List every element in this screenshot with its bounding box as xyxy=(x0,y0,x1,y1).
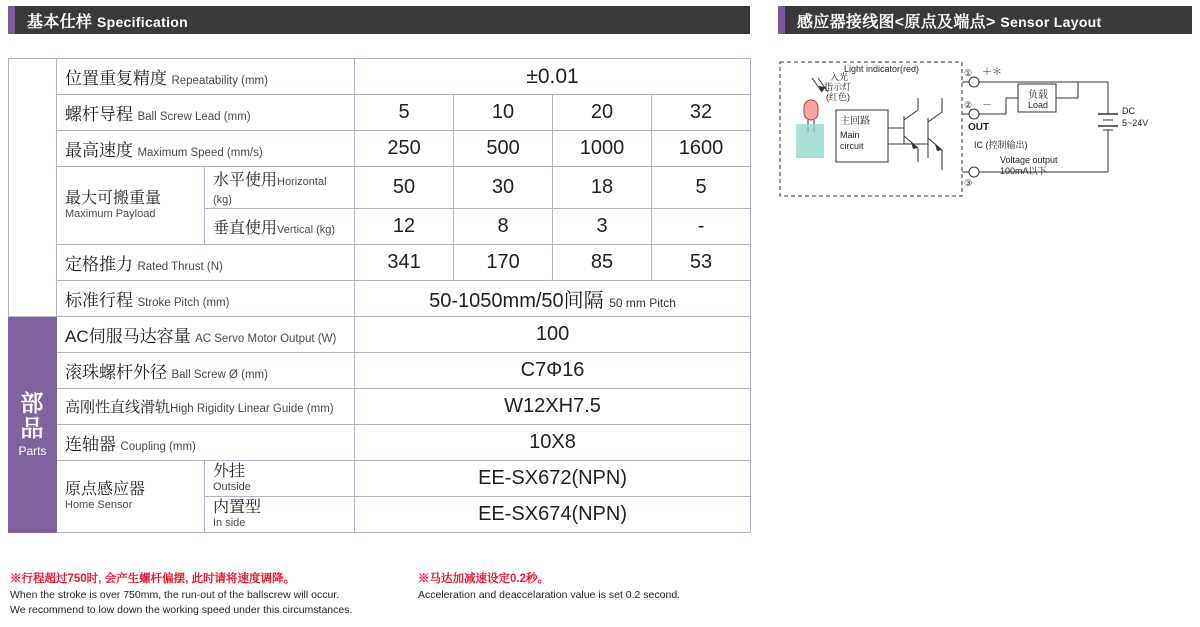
row-label-lead xyxy=(57,95,355,131)
row-label-lead-en: Ball Screw Lead (mm) xyxy=(137,111,251,123)
value-payload-h-1: 30 xyxy=(454,167,553,209)
label-load-cn: 负载 xyxy=(1028,90,1048,101)
header-accent-bar xyxy=(8,6,15,34)
row-label-payload xyxy=(57,167,205,245)
sensor-wiring-diagram xyxy=(778,58,1192,206)
sensor-layout-header-en: Sensor Layout xyxy=(1000,13,1102,30)
value-stroke-sub: 50 mm Pitch xyxy=(609,296,676,310)
table-row xyxy=(9,461,751,497)
value-payload-v-0: 12 xyxy=(355,209,454,245)
footnote-1-en-line-2: We recommend to low down the working speed under this circumstances. xyxy=(10,603,353,616)
row-label-ballscrew-en: Ball Screw Ø (mm) xyxy=(171,369,268,381)
label-voltage-output-value: 100mA以下 xyxy=(1000,166,1047,176)
label-light-indicator: Light indicator(red) xyxy=(844,64,920,74)
label-pin-1: ① xyxy=(964,68,973,78)
row-label-home-sensor xyxy=(57,461,205,533)
table-row xyxy=(9,317,751,353)
sidebar-parts-cn: 部品 xyxy=(20,389,45,441)
specification-header xyxy=(8,6,750,34)
value-thrust-3: 53 xyxy=(652,245,751,281)
row-label-guide-cn: 高刚性直线滑轨 xyxy=(65,399,171,416)
value-home-sensor-outside: EE-SX672(NPN) xyxy=(355,461,751,497)
table-row xyxy=(9,167,751,209)
label-terminal-plus: ＋ xyxy=(982,67,992,78)
row-label-lead-cn: 螺杆导程 xyxy=(65,105,133,124)
row-label-home-sensor-inside-cn: 内置型 xyxy=(213,499,262,517)
row-label-home-sensor-outside-cn: 外挂 xyxy=(213,463,246,481)
row-label-thrust-cn: 定格推力 xyxy=(65,255,133,274)
table-row xyxy=(9,281,751,317)
value-payload-v-3: - xyxy=(652,209,751,245)
label-ic-control-output: IC (控制输出) xyxy=(974,140,1028,150)
row-label-payload-vertical-en: Vertical (kg) xyxy=(277,224,336,236)
row-label-thrust-en: Rated Thrust (N) xyxy=(137,261,223,273)
label-main-circuit-cn: 主回路 xyxy=(840,116,870,127)
sensor-layout-header-text xyxy=(785,9,1102,32)
row-label-guide-en: High Rigidity Linear Guide (mm) xyxy=(170,403,334,415)
label-load-en: Load xyxy=(1028,100,1049,110)
specification-header-en: Specification xyxy=(96,13,188,30)
row-label-coupling-en: Coupling (mm) xyxy=(120,441,196,453)
sidebar-spec-cn: 规格 xyxy=(20,152,45,204)
value-lead-3: 32 xyxy=(652,95,751,131)
value-max-speed-0: 250 xyxy=(355,131,454,167)
sidebar-spec-en: Spec xyxy=(18,207,47,222)
row-label-payload-vertical-cn: 垂直使用 xyxy=(213,220,278,237)
specification-header-cn: 基本仕样 xyxy=(27,13,93,31)
value-thrust-2: 85 xyxy=(553,245,652,281)
value-max-speed-3: 1600 xyxy=(652,131,751,167)
table-row xyxy=(9,59,751,95)
label-dc: DC xyxy=(1122,106,1135,116)
row-label-max-speed xyxy=(57,131,355,167)
row-label-home-sensor-inside-en: In side xyxy=(213,516,246,529)
sensor-layout-header xyxy=(778,6,1192,34)
row-label-repeatability xyxy=(57,59,355,95)
row-label-payload-vertical xyxy=(205,209,355,245)
footnote-1-cn: ※行程超过750时, 会产生螺杆偏摆, 此时请将速度调降。 xyxy=(10,573,295,585)
row-label-thrust xyxy=(57,245,355,281)
footnote-1-en-line-1: When the stroke is over 750mm, the run-out of the ballscrew will occur. xyxy=(10,588,340,601)
value-home-sensor-inside: EE-SX674(NPN) xyxy=(355,497,751,533)
label-pin-3: ③ xyxy=(964,178,973,188)
row-label-stroke-en: Stroke Pitch (mm) xyxy=(137,297,230,309)
value-lead-1: 10 xyxy=(454,95,553,131)
value-payload-h-0: 50 xyxy=(355,167,454,209)
value-coupling: 10X8 xyxy=(355,425,751,461)
row-label-home-sensor-inside xyxy=(205,497,355,533)
row-label-motor xyxy=(57,317,355,353)
table-row xyxy=(9,245,751,281)
table-row xyxy=(9,95,751,131)
label-light-indicator-cn-1: 入光 xyxy=(830,72,849,82)
label-pin-2: ② xyxy=(964,100,973,110)
row-label-home-sensor-en: Home Sensor xyxy=(65,498,133,511)
label-light-indicator-cn-2: 指示灯 xyxy=(824,82,852,92)
value-lead-2: 20 xyxy=(553,95,652,131)
label-terminal-out: OUT xyxy=(968,122,990,133)
sidebar-parts-label xyxy=(9,317,57,533)
header-accent-bar-2 xyxy=(778,6,785,34)
value-max-speed-1: 500 xyxy=(454,131,553,167)
row-label-repeatability-cn: 位置重复精度 xyxy=(65,69,167,88)
specification-table-wrapper xyxy=(8,58,750,533)
row-label-payload-en: Maximum Payload xyxy=(65,207,156,220)
row-label-payload-horizontal-en: Horizontal (kg) xyxy=(213,176,327,206)
row-label-home-sensor-outside xyxy=(205,461,355,497)
row-label-home-sensor-outside-en: Outside xyxy=(213,480,251,493)
label-voltage-output: Voltage output xyxy=(1000,155,1058,165)
specification-table xyxy=(8,58,751,533)
sensor-layout-header-cn: 感应器接线图<原点及端点> xyxy=(797,13,996,31)
table-row xyxy=(9,353,751,389)
label-main-circuit-en-2: circuit xyxy=(840,141,864,151)
sidebar-spec-label xyxy=(9,59,57,317)
row-label-max-speed-en: Maximum Speed (mm/s) xyxy=(137,147,263,159)
footnote-2-en: Acceleration and deaccelaration value is set 0.2 second. xyxy=(418,588,681,601)
row-label-ballscrew xyxy=(57,353,355,389)
table-row xyxy=(9,425,751,461)
row-label-max-speed-cn: 最高速度 xyxy=(65,141,133,160)
specification-header-text xyxy=(15,9,188,32)
sensor-diagram-svg xyxy=(778,58,1192,206)
value-motor: 100 xyxy=(355,317,751,353)
value-stroke xyxy=(355,281,751,317)
footnote-2-cn: ※马达加减速设定0.2秒。 xyxy=(418,573,549,585)
row-label-home-sensor-cn: 原点感应器 xyxy=(65,481,146,499)
row-label-payload-cn: 最大可搬重量 xyxy=(65,190,162,208)
row-label-motor-en: AC Servo Motor Output (W) xyxy=(195,333,337,345)
row-label-guide xyxy=(57,389,355,425)
value-payload-v-1: 8 xyxy=(454,209,553,245)
value-payload-h-3: 5 xyxy=(652,167,751,209)
value-thrust-0: 341 xyxy=(355,245,454,281)
value-max-speed-2: 1000 xyxy=(553,131,652,167)
label-light-indicator-cn-3: (红色) xyxy=(826,92,850,102)
value-ballscrew: C7Φ16 xyxy=(355,353,751,389)
footnotes-column-2 xyxy=(418,572,798,603)
row-label-ballscrew-cn: 滚珠螺杆外径 xyxy=(65,363,167,382)
row-label-payload-horizontal-cn: 水平使用 xyxy=(213,172,278,189)
sidebar-parts-en: Parts xyxy=(18,444,47,459)
transistor-symbols xyxy=(888,98,942,170)
row-label-motor-cn: AC伺服马达容量 xyxy=(65,327,191,346)
row-label-coupling-cn: 连轴器 xyxy=(65,435,116,454)
label-main-circuit-en-1: Main xyxy=(840,130,860,140)
value-payload-v-2: 3 xyxy=(553,209,652,245)
row-label-payload-horizontal xyxy=(205,167,355,209)
row-label-repeatability-en: Repeatability (mm) xyxy=(171,75,268,87)
row-label-stroke-cn: 标准行程 xyxy=(65,291,133,310)
table-row xyxy=(9,389,751,425)
value-guide: W12XH7.5 xyxy=(355,389,751,425)
row-label-stroke xyxy=(57,281,355,317)
led-highlight xyxy=(796,124,824,158)
row-label-coupling xyxy=(57,425,355,461)
value-thrust-1: 170 xyxy=(454,245,553,281)
table-row xyxy=(9,131,751,167)
value-lead-0: 5 xyxy=(355,95,454,131)
label-terminal-minus: － xyxy=(982,100,992,111)
value-stroke-main: 50-1050mm/50间隔 xyxy=(429,290,604,312)
label-brown-star: ＊ xyxy=(992,67,1002,78)
value-repeatability: ±0.01 xyxy=(355,59,751,95)
value-payload-h-2: 18 xyxy=(553,167,652,209)
label-dc-range: 5~24V xyxy=(1122,118,1149,128)
